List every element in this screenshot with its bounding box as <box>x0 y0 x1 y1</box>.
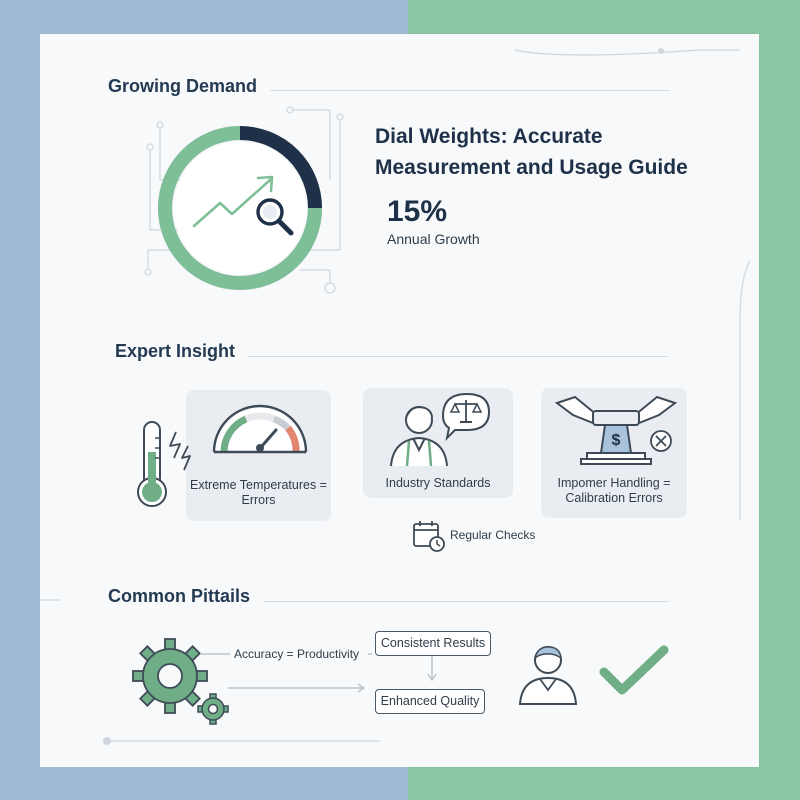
expert-insight-heading: Expert Insight <box>115 341 236 361</box>
magnifier-icon <box>250 192 298 240</box>
insight-label-handling: Impomer Handling = Calibration Errors <box>557 476 671 505</box>
scientist-icon <box>385 388 495 468</box>
svg-text:$: $ <box>611 432 621 449</box>
insight-label-temperature: Extreme Temperatures = Errors <box>190 478 327 507</box>
section-divider <box>248 356 668 357</box>
section-divider <box>264 601 669 602</box>
common-pitfalls-heading: Common Pittails <box>108 586 251 606</box>
user-avatar-icon <box>516 640 580 706</box>
growth-stat-label: Annual Growth <box>387 231 480 247</box>
calendar-clock-icon <box>412 520 448 552</box>
consistent-results-box: Consistent Results <box>375 631 491 656</box>
checkmark-icon <box>598 644 670 700</box>
growing-demand-heading: Growing Demand <box>108 76 258 96</box>
page-title: Dial Weights: Accurate Measurement and Usage Guide <box>375 125 688 179</box>
section-divider <box>270 90 670 91</box>
regular-checks-label: Regular Checks <box>450 528 536 542</box>
accuracy-productivity-label: Accuracy = Productivity <box>234 647 360 661</box>
gauge-icon <box>210 400 310 456</box>
weight-handling-icon <box>553 393 679 465</box>
enhanced-quality-box: Enhanced Quality <box>375 689 485 714</box>
insight-label-standards: Industry Standards <box>385 476 491 490</box>
growth-stat-value: 15% <box>387 195 448 228</box>
